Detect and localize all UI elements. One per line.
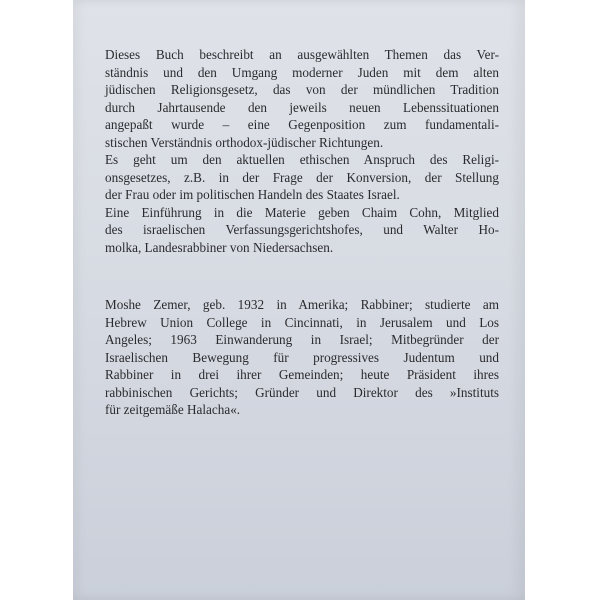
- description-line: Dieses Buch beschreibt an ausgewählten Themen das Ver-: [105, 47, 499, 62]
- author-bio-line: Israelischen Bewegung für progressives Judentum und: [105, 349, 499, 365]
- book-back-cover: [73, 0, 525, 600]
- description-line: durch Jahrtausende den jeweils neuen Lebenssituationen: [105, 99, 499, 115]
- book-description: [105, 46, 499, 256]
- description-line: ständnis und den Umgang moderner Juden mit dem alten: [105, 64, 499, 80]
- description-line: des israelischen Verfassungsgerichtshofes, und Walter Ho-: [105, 222, 499, 237]
- description-line: der Frau oder im politischen Handeln des Staates Israel.: [105, 187, 400, 202]
- author-bio-line: Moshe Zemer, geb. 1932 in Amerika; Rabbiner; studierte am: [105, 297, 499, 312]
- author-bio-line: Angeles; 1963 Einwanderung in Israel; Mitbegründer der: [105, 332, 499, 347]
- author-bio: [105, 296, 499, 419]
- description-line: molka, Landesrabbiner von Niedersachsen.: [105, 239, 334, 255]
- author-bio-line: Rabbiner in drei ihrer Gemeinden; heute Präsident ihres: [105, 367, 499, 382]
- description-line: Es geht um den aktuellen ethischen Anspruch des Religi-: [105, 152, 499, 167]
- description-line: jüdischen Religionsgesetz, das von der mündlichen Tradition: [105, 82, 499, 97]
- description-line: onsgesetzes, z.B. in der Frage der Konversion, der Stellung: [105, 169, 499, 185]
- description-line: stischen Verständnis orthodox-jüdischer Richtungen.: [105, 134, 384, 150]
- description-line: angepaßt wurde – eine Gegenposition zum fundamentali-: [105, 117, 499, 132]
- author-bio-line: für zeitgemäße Halacha«.: [105, 402, 241, 417]
- author-bio-line: rabbinischen Gerichts; Gründer und Direktor des »Instituts: [105, 384, 499, 400]
- description-line: Eine Einführung in die Materie geben Chaim Cohn, Mitglied: [105, 204, 499, 220]
- author-bio-line: Hebrew Union College in Cincinnati, in Jerusalem und Los: [105, 314, 499, 330]
